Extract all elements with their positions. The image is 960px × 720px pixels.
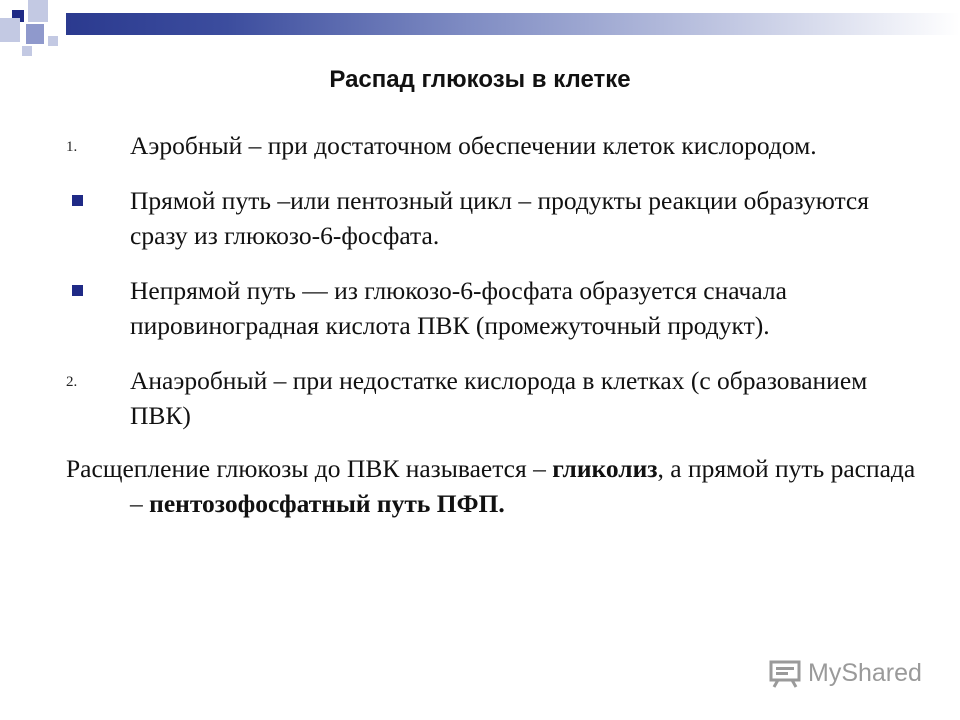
list-number: 2. (66, 374, 78, 390)
corner-square-small (48, 36, 58, 46)
list-item (66, 273, 926, 343)
watermark-logo (768, 656, 928, 690)
summary-paragraph (66, 451, 926, 521)
header-gradient-bar (66, 13, 960, 35)
bullet-square-icon (72, 195, 83, 206)
list-item (66, 183, 926, 253)
term-glycolysis: гликолиз (552, 454, 658, 483)
corner-square-light (28, 0, 48, 22)
list-item-text: Анаэробный – при недостатке кислорода в клетках (с образованием ПВК) (130, 366, 868, 430)
slide-body (66, 128, 926, 521)
slide-title: Распад глюкозы в клетке (329, 66, 631, 93)
corner-square-light (0, 18, 20, 42)
corner-square-small (22, 46, 32, 56)
list-item-text: Аэробный – при достаточном обеспечении клеток кислородом. (130, 131, 817, 160)
watermark-text: MyShared (808, 658, 922, 687)
corner-square-mid (26, 24, 44, 44)
list-item-text: Непрямой путь — из глюкозо-6-фосфата образуется сначала пировиноградная кислота ПВК (промежуточный продукт). (130, 276, 787, 340)
term-pentose-phosphate: пентозофосфатный путь ПФП. (149, 489, 505, 518)
presentation-board-icon (768, 658, 802, 688)
list-item-text: Прямой путь –или пентозный цикл – продукты реакции образуются сразу из глюкозо-6-фосфата. (130, 186, 869, 250)
list-item (66, 128, 926, 163)
list-number: 1. (66, 139, 78, 155)
list-item (66, 363, 926, 433)
summary-text: Расщепление глюкозы до ПВК называется – (66, 454, 553, 483)
summary-text: , а прямой путь распада – (130, 454, 916, 518)
bullet-square-icon (72, 285, 83, 296)
